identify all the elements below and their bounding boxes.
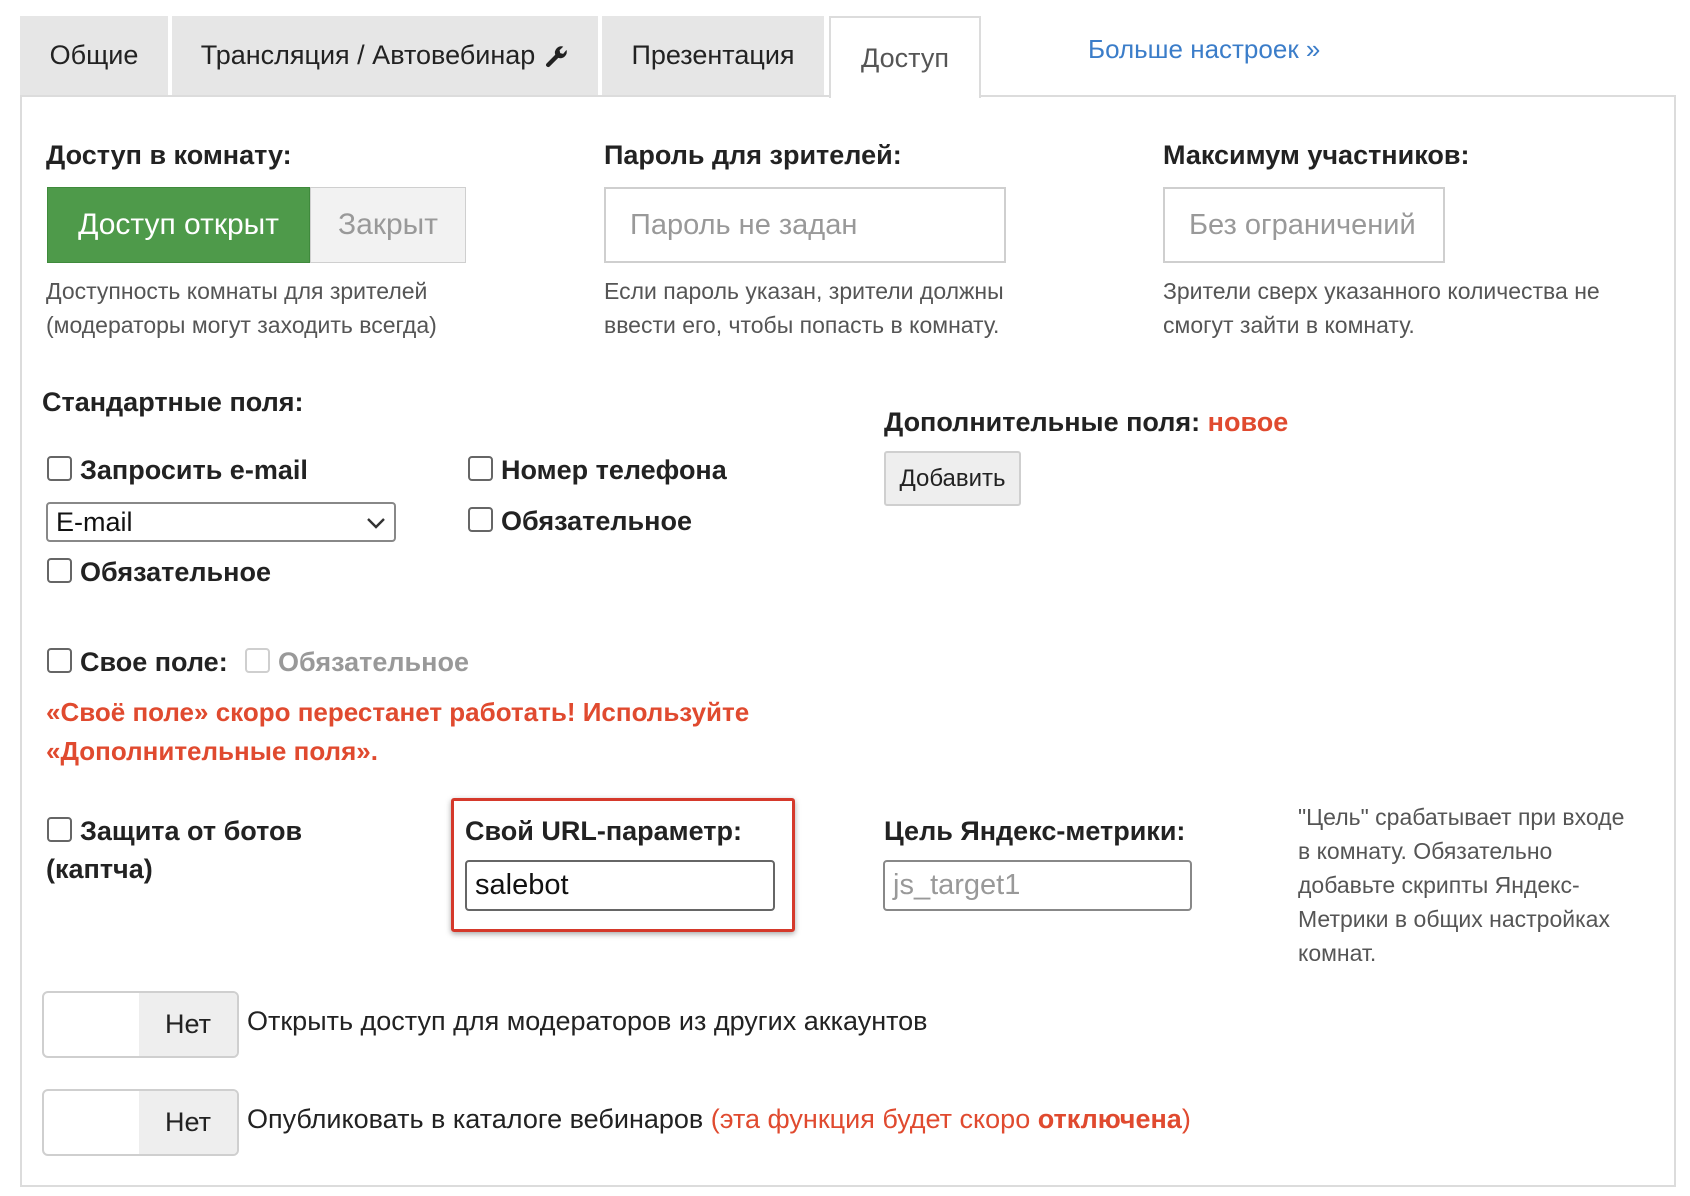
catalog-note-bold: отключена bbox=[1037, 1104, 1182, 1134]
new-badge: новое bbox=[1207, 407, 1289, 437]
catalog-toggle[interactable] bbox=[42, 1089, 239, 1156]
url-param-value: salebot bbox=[475, 869, 569, 901]
add-field-button[interactable] bbox=[884, 451, 1021, 506]
metric-help-line: комнат. bbox=[1298, 940, 1377, 966]
max-participants-help-line: смогут зайти в комнату. bbox=[1163, 312, 1415, 338]
request-email-checkbox[interactable] bbox=[47, 456, 72, 481]
metric-help-line: в комнату. Обязательно bbox=[1298, 838, 1553, 864]
yandex-metric-heading: Цель Яндекс-метрики: bbox=[884, 816, 1186, 846]
max-participants-input[interactable] bbox=[1163, 187, 1445, 263]
catalog-toggle-state: Нет bbox=[139, 1091, 237, 1154]
catalog-toggle-label-wrap bbox=[247, 1104, 1191, 1135]
metric-help-line: добавьте скрипты Яндекс- bbox=[1298, 872, 1580, 898]
metric-help-line: Метрики в общих настройках bbox=[1298, 906, 1610, 932]
access-closed-button[interactable] bbox=[310, 187, 466, 263]
password-placeholder: Пароль не задан bbox=[630, 208, 858, 241]
catalog-note-prefix: (эта функция будет скоро bbox=[710, 1104, 1031, 1134]
captcha-label: Защита от ботов bbox=[80, 816, 303, 846]
phone-required-checkbox[interactable] bbox=[468, 507, 493, 532]
yandex-metric-placeholder: js_target1 bbox=[893, 869, 1021, 901]
email-required-label: Обязательное bbox=[80, 557, 271, 587]
moderators-toggle[interactable] bbox=[42, 991, 239, 1058]
chevron-down-icon bbox=[366, 516, 386, 530]
access-open-button[interactable] bbox=[47, 187, 310, 263]
password-help bbox=[604, 274, 1004, 342]
access-heading: Доступ в комнату: bbox=[46, 140, 292, 170]
tab-access-label: Доступ bbox=[861, 42, 949, 73]
custom-field-checkbox[interactable] bbox=[47, 648, 72, 673]
tab-broadcast-label: Трансляция / Автовебинар bbox=[200, 40, 536, 70]
access-closed-label: Закрыт bbox=[338, 208, 438, 241]
access-help bbox=[46, 274, 437, 342]
phone-checkbox[interactable] bbox=[468, 456, 493, 481]
email-required-checkbox[interactable] bbox=[47, 558, 72, 583]
metric-help bbox=[1298, 800, 1624, 970]
password-help-line: Если пароль указан, зрители должны bbox=[604, 278, 1004, 304]
tab-presentation-label: Презентация bbox=[631, 40, 795, 70]
email-type-select[interactable] bbox=[46, 502, 396, 542]
catalog-toggle-label: Опубликовать в каталоге вебинаров bbox=[247, 1104, 704, 1134]
max-participants-help-line: Зрители сверх указанного количества не bbox=[1163, 278, 1600, 304]
metric-help-line: "Цель" срабатывает при входе bbox=[1298, 804, 1625, 830]
phone-label: Номер телефона bbox=[501, 455, 727, 485]
max-participants-heading: Максимум участников: bbox=[1163, 140, 1470, 170]
password-heading: Пароль для зрителей: bbox=[604, 140, 902, 170]
catalog-note-suffix: ) bbox=[1181, 1104, 1191, 1134]
custom-field-required-checkbox[interactable] bbox=[245, 648, 270, 673]
custom-field-warning bbox=[46, 693, 749, 771]
moderators-toggle-state: Нет bbox=[139, 993, 237, 1056]
request-email-label: Запросить e-mail bbox=[80, 455, 308, 485]
captcha-label-sub: (каптча) bbox=[46, 854, 153, 884]
custom-field-warning-line: «Дополнительные поля». bbox=[46, 736, 378, 766]
phone-required-label: Обязательное bbox=[501, 506, 692, 536]
extra-fields-heading bbox=[884, 407, 1288, 438]
captcha-checkbox[interactable] bbox=[47, 817, 72, 842]
max-participants-help bbox=[1163, 274, 1600, 342]
custom-field-required-label: Обязательное bbox=[278, 647, 469, 677]
max-participants-placeholder: Без ограничений bbox=[1189, 208, 1416, 241]
password-input[interactable] bbox=[604, 187, 1006, 263]
extra-fields-title: Дополнительные поля: bbox=[884, 407, 1201, 437]
more-settings-link[interactable]: Больше настроек » bbox=[1088, 34, 1321, 64]
email-type-selected: E-mail bbox=[56, 506, 133, 537]
access-help-line: Доступность комнаты для зрителей bbox=[46, 278, 428, 304]
tab-general-label: Общие bbox=[49, 40, 139, 70]
moderators-toggle-label: Открыть доступ для модераторов из других аккаунтов bbox=[247, 1006, 928, 1036]
access-open-label: Доступ открыт bbox=[78, 208, 279, 241]
url-param-input[interactable] bbox=[465, 860, 775, 911]
password-help-line: ввести его, чтобы попасть в комнату. bbox=[604, 312, 1000, 338]
custom-field-label: Свое поле: bbox=[80, 647, 228, 677]
custom-field-warning-line: «Своё поле» скоро перестанет работать! Используйте bbox=[46, 697, 750, 727]
add-field-label: Добавить bbox=[899, 464, 1006, 492]
standard-fields-heading: Стандартные поля: bbox=[42, 387, 304, 417]
url-param-heading: Свой URL-параметр: bbox=[465, 816, 742, 846]
yandex-metric-input[interactable] bbox=[883, 860, 1192, 911]
access-help-line: (модераторы могут заходить всегда) bbox=[46, 312, 437, 338]
